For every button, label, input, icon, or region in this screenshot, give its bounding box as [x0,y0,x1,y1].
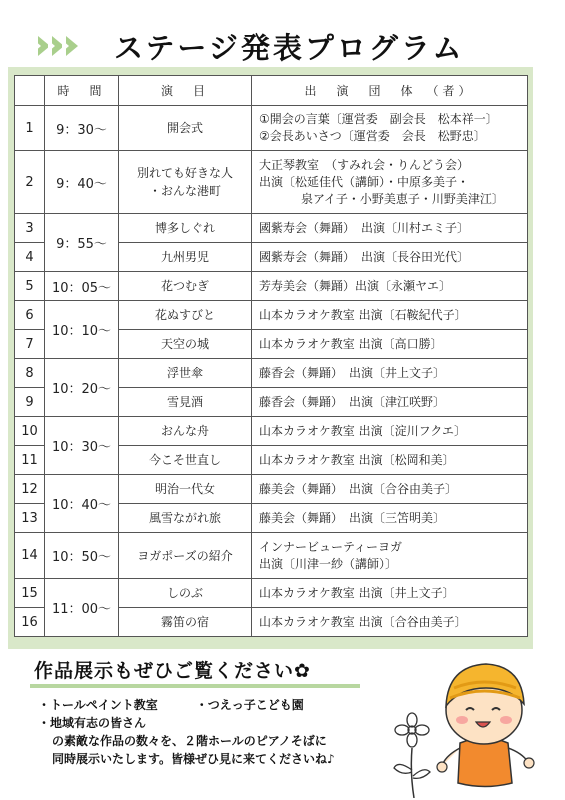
row-performer: 藤香会（舞踊） 出演〔津江咲野〕 [252,388,528,417]
row-performer: 芳寿美会（舞踊）出演〔永瀬ヤエ〕 [252,272,528,301]
table-row [15,579,528,608]
header-performer: 出 演 団 体 （者） [252,76,528,106]
row-time: 10：10～ [45,301,119,359]
table-row [15,533,528,579]
title-bar [38,24,538,68]
row-performer: ①開会の言葉〔運営委 副会長 松本祥一〕 ②会長あいさつ〔運営委 会長 松野忠〕 [252,106,528,151]
row-num: 2 [15,151,45,214]
row-performer: 藤美会（舞踊） 出演〔合谷由美子〕 [252,475,528,504]
chevron-arrows-icon [66,36,78,56]
exhibit-line: ・トールペイント教室 ・つえっ子こども園 [38,698,304,712]
row-event: 別れても好きな人 ・おんな港町 [119,151,252,214]
row-num: 4 [15,243,45,272]
row-num: 5 [15,272,45,301]
header-num [15,76,45,106]
table-row [15,475,528,504]
row-performer: 山本カラオケ教室 出演〔高口勝〕 [252,330,528,359]
row-num: 11 [15,446,45,475]
row-time: 10：20～ [45,359,119,417]
header-event: 演 目 [119,76,252,106]
row-event: 霧笛の宿 [119,608,252,637]
row-performer: 國紫寿会（舞踊） 出演〔川村エミ子〕 [252,214,528,243]
row-num: 12 [15,475,45,504]
flower-icon: ✿ [294,660,311,682]
row-event: 天空の城 [119,330,252,359]
row-num: 9 [15,388,45,417]
exhibit-line: の素敵な作品の数々を、２階ホールのピアノそばに [52,734,327,748]
row-performer: 藤香会（舞踊） 出演〔井上文子〕 [252,359,528,388]
row-performer: インナービューティーヨガ 出演〔川津一紗（講師）〕 [252,533,528,579]
row-num: 6 [15,301,45,330]
row-time: 9：40～ [45,151,119,214]
table-row [15,417,528,446]
program-table [14,75,528,637]
row-num: 14 [15,533,45,579]
row-time: 10：40～ [45,475,119,533]
row-event: おんな舟 [119,417,252,446]
row-event: 今こそ世直し [119,446,252,475]
row-num: 16 [15,608,45,637]
row-time: 9：55～ [45,214,119,272]
row-event: 明治一代女 [119,475,252,504]
exhibit-line: 同時展示いたします。皆様ぜひ見に来てくださいね♪ [52,752,335,766]
table-row [15,301,528,330]
table-header-row [15,76,528,106]
header-time: 時 間 [45,76,119,106]
row-performer: 山本カラオケ教室 出演〔松岡和美〕 [252,446,528,475]
row-performer: 藤美会（舞踊） 出演〔三笘明美〕 [252,504,528,533]
row-time: 10：30～ [45,417,119,475]
row-num: 1 [15,106,45,151]
row-event: 花ぬすびと [119,301,252,330]
table-row [15,359,528,388]
row-time: 11：00～ [45,579,119,637]
exhibit-underline [30,684,360,688]
row-num: 15 [15,579,45,608]
row-performer: 大正琴教室 （すみれ会・りんどう会） 出演〔松延佳代（講師）・中原多美子・ 泉アイ子・小野美恵子・川野美津江〕 [252,151,528,214]
row-event: 九州男児 [119,243,252,272]
row-event: 花つむぎ [119,272,252,301]
table-row [15,106,528,151]
exhibit-title: 作品展示もぜひご覧ください✿ [34,660,311,682]
row-event: 開会式 [119,106,252,151]
flower-stem-icon [394,713,430,798]
mascot-illustration [390,648,550,798]
row-num: 7 [15,330,45,359]
row-time: 10：05～ [45,272,119,301]
row-performer: 山本カラオケ教室 出演〔合谷由美子〕 [252,608,528,637]
table-row [15,272,528,301]
row-num: 13 [15,504,45,533]
row-event: ヨガポーズの紹介 [119,533,252,579]
row-event: しのぶ [119,579,252,608]
row-performer: 國紫寿会（舞踊） 出演〔長谷田光代〕 [252,243,528,272]
row-event: 風雪ながれ旅 [119,504,252,533]
row-num: 8 [15,359,45,388]
row-num: 10 [15,417,45,446]
row-num: 3 [15,214,45,243]
row-event: 雪見酒 [119,388,252,417]
table-row [15,151,528,214]
row-performer: 山本カラオケ教室 出演〔井上文子〕 [252,579,528,608]
page-title: ステージ発表プログラム [114,31,465,65]
table-row [15,214,528,243]
row-time: 10：50～ [45,533,119,579]
row-time: 9：30～ [45,106,119,151]
row-performer: 山本カラオケ教室 出演〔淀川フクエ〕 [252,417,528,446]
row-event: 博多しぐれ [119,214,252,243]
row-performer: 山本カラオケ教室 出演〔石鞍紀代子〕 [252,301,528,330]
exhibit-line: ・地域有志の皆さん [38,716,147,730]
row-event: 浮世傘 [119,359,252,388]
